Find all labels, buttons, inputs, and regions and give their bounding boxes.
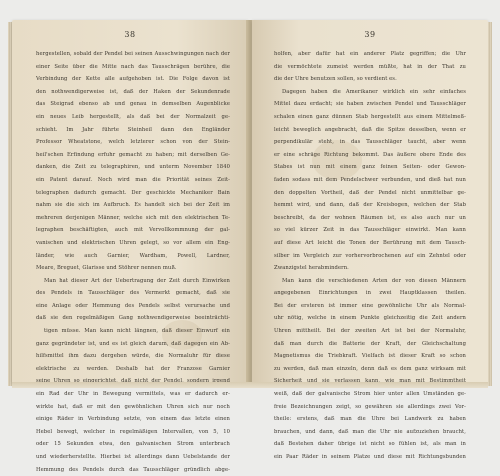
open-book <box>0 14 500 473</box>
text-line: das Steigrad ebenso ab und genau in demselben Augenblicke <box>36 101 230 108</box>
text-line: holfen, aber dafür hat ein anderer Platz gegriffen; die Uhr <box>274 51 466 57</box>
paper-stain <box>162 320 202 350</box>
text-line: ein Patent darauf. Noch wird man die Priorität seines Zeit- <box>36 176 230 183</box>
text-line: Uhren mittheilt. Bei der zweiten Art ist bei der Normaluhr, <box>274 328 466 335</box>
text-line: schalen einen ganz dünnen Stab hergestellt aus einem Mittelmeß- <box>274 113 466 120</box>
text-line: länder, wie auch Garnier, Wardham, Powell, Lardner, <box>36 252 230 259</box>
right-page-edges <box>488 22 492 386</box>
text-line: Man kann die verschiedenen Arten der von diesen Männern <box>282 277 466 284</box>
text-line: Stabes ist nun mit einem ganz feinen Seiten- oder Gewon- <box>274 164 466 171</box>
text-line: die der Uhre benutzen sollen, so verdient es. <box>274 76 397 83</box>
text-line: Bei der ersteren ist immer eine gewöhnliche Uhr als Normal- <box>274 302 466 309</box>
text-line: vanischen und elektrischen Uhren gelegt, so vor allem ein Eng- <box>36 239 230 246</box>
text-line: die vermöchtete zumeist werden müßte, hat in der That zu <box>274 63 466 70</box>
text-line: nahm sie die sich im Aufbruch. Es handelt sich bei der Zeit im <box>36 202 230 209</box>
text-line: leicht beweglich angebracht, daß die Spitze desselben, wenn er <box>274 126 466 133</box>
text-line: hilfsmittel ihm dazu dergehen würde, die Normaluhr für diese <box>36 353 230 360</box>
text-line: den nothwendigerweise ist, daß der Haken der Sekundenrade <box>36 88 230 95</box>
text-line: danken, die Zeit zu telegraphiren, und unterm November 1840 <box>36 164 230 171</box>
text-line: schieht. Im Jahr führte Steinheil dann den Engländer <box>36 126 230 133</box>
left-page-text <box>36 48 230 476</box>
text-line: einer Seite über die Mitte nach das Tausschrägen berühre, die <box>36 63 230 70</box>
text-line: tigen müsse. Man kann nicht längnen, daß dieser Einwurf ein <box>44 328 230 335</box>
text-line: wirkte hat, daß er mit den gewöhnlichen Uhren sich nur noch <box>36 403 230 410</box>
left-page <box>12 20 248 473</box>
text-line: Professor Wheatstone, welch letzterer schon von der Stein- <box>36 139 230 146</box>
text-line: ganz gegründeter ist, und es ist gleich darum, daß dagegen ein Ab- <box>36 340 230 347</box>
text-line: des Pendels in Tausschläger des Vermerkt gemacht, daß sie <box>36 290 230 297</box>
text-line: den doppelten Vortheil, daß der Pendel nicht unmittelbar ge- <box>274 189 466 196</box>
text-line: Mittel dazu erdacht; sie haben zwischen Pendel und Tausschläger <box>274 101 466 108</box>
page-bottom-edge <box>12 382 488 388</box>
text-line: uhr nötig, welche in einem Punkte gleichzeitig die Zeit andern <box>274 315 466 322</box>
text-line: elektrische zu werden. Deshalb hat der Franzose Garnier <box>36 365 230 372</box>
text-line: beschreibt, da der wohnen Räumen ist, es also auch nur un <box>274 214 466 221</box>
text-line: Hebel bewegt, welcher in regelmäßigen Intervallen, von 5, 10 <box>36 428 230 435</box>
text-line: eine Anlage oder Hemmung des Pendels selbst verursache und <box>36 302 230 309</box>
right-page <box>252 20 488 460</box>
text-line: perpendikulär steht, in das Tausschläger taucht, aber wenn <box>274 139 466 146</box>
text-line: faden sodass mit dem Pendelschwer verbunden, und dieß hat nun <box>274 176 466 183</box>
right-page-text <box>274 48 466 464</box>
left-page-number: 38 <box>124 30 136 39</box>
text-line: daß sie den regelmäßigen Gang nothwendigerweise beeinträchti- <box>36 315 230 322</box>
text-line: er eine schräge Richtung bekommt. Das äußere obere Ende des <box>274 151 466 158</box>
text-line: Verbindung der Kette alle aufgehoben ist. Die Folge davon ist <box>36 76 230 83</box>
text-line: einige Räder in Verbindung setzte, von einem das letzte einen <box>36 416 230 423</box>
text-line: telegraphen dadurch gemacht. Der geschickte Mechaniker Bain <box>36 189 230 196</box>
text-line: theile: erstens, daß man die Uhre bei Landwerk zu haben <box>274 416 466 423</box>
right-page-number: 39 <box>364 30 376 39</box>
text-line: so viel kürzer Zeit in das Tausschläger einwirkt. Man kann <box>274 227 466 234</box>
text-line: auf diese Art leicht die Tonen der Berührung mit dem Tausch- <box>274 239 466 246</box>
text-line: hemmt wird, und dann, daß der Kreisbogen, welchen der Stab <box>274 202 466 209</box>
text-line: hergestellen, sobald der Pendel bei seinen Ausschwingungen nach der <box>36 51 230 57</box>
text-line: ein Paar Räder in seinem Platze und diese mit Richtungsbunden <box>274 454 466 460</box>
text-line: Man hat dieser Art der Uebertragung der Zeit durch Einwirken <box>44 277 230 284</box>
paper-stain <box>312 140 362 180</box>
text-line: Hemmung des Pendels durch das Tausschläger gründlich abge- <box>36 466 230 473</box>
text-line: Dagegen haben die Amerikaner wirklich ein sehr einfaches <box>282 88 466 95</box>
text-line: oder 15 Sekunden etwa, den galvanischen Strom unterbrach <box>36 441 230 448</box>
text-line: und wiederherstellte. Hierbei ist allerdings dann Uebelstande der <box>36 454 230 460</box>
text-line: angegebenen Einrichtungen in zwei Hauptklassen theilen. <box>274 290 466 297</box>
text-line: weiß, daß der galvanische Strom hier unter allen Umständen ge- <box>274 391 466 398</box>
text-line: Zwanzigstel herabmindern. <box>274 265 349 272</box>
text-line: zu werden, daß man einzeln, denn daß es dem ganz wirksam mit <box>274 365 466 372</box>
text-line: Magnetismus die Triebkraft. Vielfach ist dieser Kraft so schon <box>274 353 466 360</box>
text-line: ein neues Leib hergestellt, als daß bei der Normalzeit ge- <box>36 113 230 120</box>
text-line: mehreren derjenigen Männer, welche sich mit den elektrischen Te- <box>36 214 230 221</box>
text-line: heil'schen Erfindung erfuhr gemacht zu haben; mit derselben Ge- <box>36 151 230 158</box>
text-line: daß man durch die Batterie der Kraft, der Gleichschaltung <box>274 340 466 347</box>
text-line: ein Rad der Uhr in Bewegung vermittels, was er dadurch er- <box>36 391 230 398</box>
text-line: legraphen beschäftigten, auch mit Vervollkommnung der gal- <box>36 227 230 234</box>
text-line: freie Bezeichnungen zeigt, so gewähren sie allerdings zwei Vor- <box>274 403 466 410</box>
text-line: daß Bestehen daher übrige ist nicht so fühlen ist, als man in <box>274 441 466 448</box>
text-line: silber im Vergleich zur vorhervorbrochenen auf ein Zehntel oder <box>274 252 466 259</box>
text-line: Meare, Breguet, Glarisse und Stöhrer nennen muß. <box>36 265 177 272</box>
text-line: brauchen, und dann, daß man die Uhr nie aufzuziehen braucht, <box>274 428 466 435</box>
